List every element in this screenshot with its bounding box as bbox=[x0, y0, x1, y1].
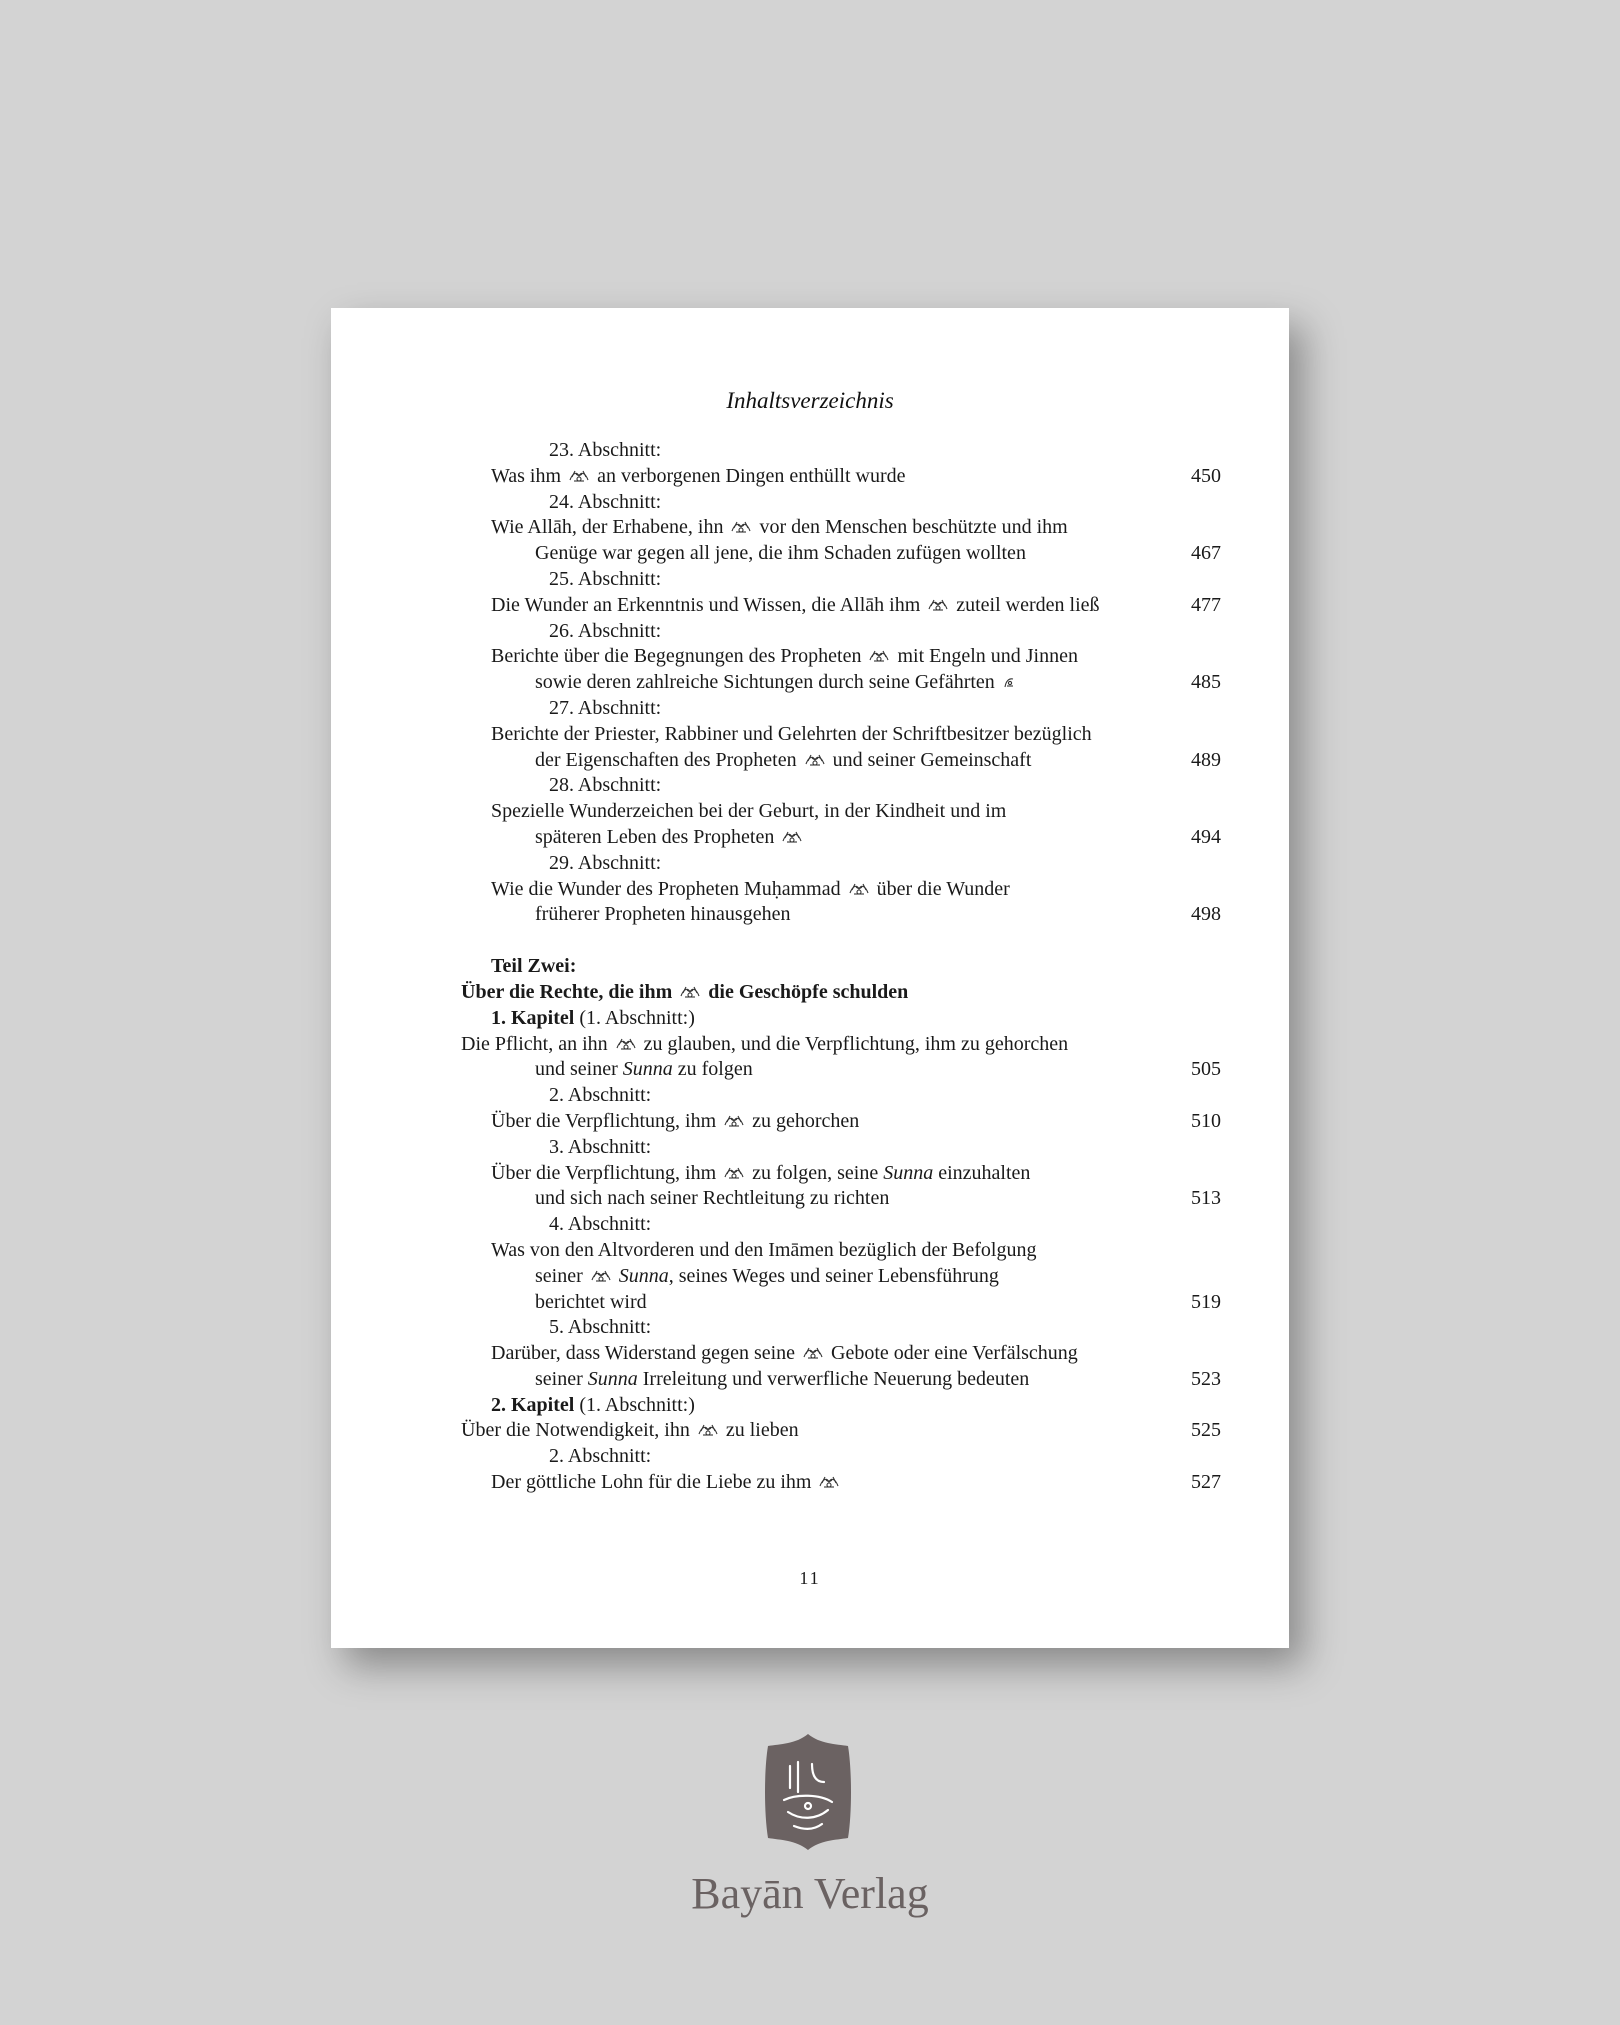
toc-part-label: Teil Zwei: bbox=[491, 955, 577, 978]
toc-text: zu glauben, und die Verpflichtung, ihm zu gehorchen bbox=[638, 1032, 1069, 1055]
toc-text: Die Pflicht, an ihn bbox=[461, 1032, 613, 1055]
toc-chapter-label bbox=[461, 1006, 1221, 1032]
toc-text: zuteil werden ließ bbox=[951, 593, 1100, 616]
toc-page-number: 489 bbox=[1191, 748, 1221, 771]
toc-page-number: 498 bbox=[1191, 903, 1221, 926]
salla-ligature-icon bbox=[927, 594, 949, 609]
toc-spacer bbox=[461, 928, 1221, 954]
toc-entry bbox=[461, 902, 1221, 928]
chapter-section: (1. Abschnitt:) bbox=[574, 1393, 695, 1416]
toc-text: Über die Verpflichtung, ihm bbox=[491, 1161, 722, 1184]
salla-ligature-icon bbox=[679, 981, 701, 996]
toc-text: Sunna bbox=[622, 1058, 673, 1081]
toc-text: Genüge war gegen all jene, die ihm Schaden zufügen wollten bbox=[535, 542, 1026, 565]
toc-text: und seiner bbox=[535, 1058, 623, 1081]
toc-page-number: 510 bbox=[1191, 1109, 1221, 1132]
toc-entry bbox=[461, 670, 1221, 696]
toc-entry bbox=[461, 1057, 1221, 1083]
toc-page-number: 477 bbox=[1191, 593, 1221, 616]
toc-entry bbox=[461, 464, 1221, 490]
toc-text: mit Engeln und Jinnen bbox=[892, 645, 1078, 668]
toc-entry bbox=[461, 1470, 1221, 1496]
salla-ligature-icon bbox=[848, 878, 870, 893]
toc-text: Irreleitung und verwerfliche Neuerung bedeuten bbox=[637, 1367, 1030, 1390]
toc-entry bbox=[461, 1290, 1221, 1316]
toc-entry bbox=[461, 1238, 1221, 1264]
toc-entry bbox=[461, 1186, 1221, 1212]
toc-entry bbox=[461, 1032, 1221, 1058]
toc-section-label: 27. Abschnitt: bbox=[549, 696, 662, 719]
toc-text: zu folgen, seine bbox=[747, 1161, 884, 1184]
toc-section-label: 25. Abschnitt: bbox=[549, 567, 662, 590]
salla-ligature-icon bbox=[568, 465, 590, 480]
chapter-section: (1. Abschnitt:) bbox=[574, 1006, 695, 1029]
toc-section-label: 2. Abschnitt: bbox=[549, 1084, 652, 1107]
toc-entry bbox=[461, 1109, 1221, 1135]
toc-text: vor den Menschen beschützte und ihm bbox=[754, 516, 1068, 539]
toc-chapter-label bbox=[461, 1393, 1221, 1419]
publisher-logo bbox=[760, 1730, 856, 1854]
radiyallahu-ligature-icon bbox=[1002, 671, 1016, 685]
toc-entry bbox=[461, 722, 1221, 748]
toc-text: an verborgenen Dingen enthüllt wurde bbox=[592, 464, 906, 487]
toc-page-number: 467 bbox=[1191, 542, 1221, 565]
toc-entry bbox=[461, 1418, 1221, 1444]
toc-page-number: 494 bbox=[1191, 825, 1221, 848]
salla-ligature-icon bbox=[730, 516, 752, 531]
toc-text: , seines Weges und seiner Lebensführung bbox=[668, 1264, 999, 1287]
toc-section-label: 24. Abschnitt: bbox=[549, 490, 662, 513]
toc-page-number: 450 bbox=[1191, 464, 1221, 487]
chapter-number: 1. Kapitel bbox=[491, 1006, 575, 1029]
toc-text: der Eigenschaften des Propheten bbox=[535, 748, 802, 771]
toc-entry bbox=[461, 1367, 1221, 1393]
page-title: Inhaltsverzeichnis bbox=[726, 388, 894, 413]
toc-section-label: 4. Abschnitt: bbox=[549, 1213, 652, 1236]
toc-entry bbox=[461, 748, 1221, 774]
toc-page-number: 527 bbox=[1191, 1471, 1221, 1494]
toc-text: Über die Notwendigkeit, ihn bbox=[461, 1419, 695, 1442]
salla-ligature-icon bbox=[723, 1162, 745, 1177]
table-of-contents bbox=[461, 438, 1221, 1496]
toc-section-label: 28. Abschnitt: bbox=[549, 774, 662, 797]
toc-text: Sunna bbox=[587, 1367, 638, 1390]
toc-section-label: 29. Abschnitt: bbox=[549, 851, 662, 874]
toc-page-number: 505 bbox=[1191, 1058, 1221, 1081]
toc-text: Spezielle Wunderzeichen bei der Geburt, in der Kindheit und im bbox=[491, 800, 1007, 823]
chapter-number: 2. Kapitel bbox=[491, 1393, 575, 1416]
toc-text: sowie deren zahlreiche Sichtungen durch seine Gefährten bbox=[535, 671, 1000, 694]
toc-section-label: 3. Abschnitt: bbox=[549, 1135, 652, 1158]
toc-entry bbox=[461, 1341, 1221, 1367]
toc-entry bbox=[461, 825, 1221, 851]
publisher-name: Bayān Verlag bbox=[691, 1869, 929, 1918]
toc-text: berichtet wird bbox=[535, 1290, 647, 1313]
toc-text: Berichte über die Begegnungen des Propheten bbox=[491, 645, 867, 668]
toc-text: Berichte der Priester, Rabbiner und Gelehrten der Schriftbesitzer bezüglich bbox=[491, 722, 1092, 745]
toc-text: und seiner Gemeinschaft bbox=[827, 748, 1032, 771]
toc-text: und sich nach seiner Rechtleitung zu richten bbox=[535, 1187, 890, 1210]
page-number: 11 bbox=[799, 1568, 821, 1588]
toc-text: Der göttliche Lohn für die Liebe zu ihm bbox=[491, 1471, 817, 1494]
toc-text: späteren Leben des Propheten bbox=[535, 825, 780, 848]
toc-section-label: 2. Abschnitt: bbox=[549, 1445, 652, 1468]
toc-text: Sunna bbox=[883, 1161, 934, 1184]
salla-ligature-icon bbox=[804, 749, 826, 764]
toc-text: Darüber, dass Widerstand gegen seine bbox=[491, 1342, 801, 1365]
toc-text: Sunna bbox=[618, 1264, 669, 1287]
toc-text: Die Wunder an Erkenntnis und Wissen, die Allāh ihm bbox=[491, 593, 926, 616]
salla-ligature-icon bbox=[802, 1342, 824, 1357]
toc-part-title bbox=[461, 980, 1221, 1006]
toc-text: seiner bbox=[535, 1264, 588, 1287]
book-page bbox=[331, 308, 1289, 1648]
toc-entry bbox=[461, 644, 1221, 670]
toc-entry bbox=[461, 1161, 1221, 1187]
toc-page-number: 513 bbox=[1191, 1187, 1221, 1210]
toc-entry bbox=[461, 541, 1221, 567]
toc-text: einzuhalten bbox=[933, 1161, 1031, 1184]
toc-text: über die Wunder bbox=[871, 877, 1010, 900]
toc-page-number: 523 bbox=[1191, 1367, 1221, 1390]
salla-ligature-icon bbox=[590, 1265, 612, 1280]
toc-text: zu folgen bbox=[672, 1058, 753, 1081]
toc-page-number: 525 bbox=[1191, 1419, 1221, 1442]
toc-entry bbox=[461, 1264, 1221, 1290]
toc-text: Gebote oder eine Verfälschung bbox=[826, 1342, 1078, 1365]
toc-section-label: 26. Abschnitt: bbox=[549, 619, 662, 642]
toc-text: Über die Rechte, die ihm bbox=[461, 980, 678, 1003]
toc-text: Wie Allāh, der Erhabene, ihn bbox=[491, 516, 729, 539]
salla-ligature-icon bbox=[723, 1110, 745, 1125]
toc-text: Wie die Wunder des Propheten Muḥammad bbox=[491, 877, 846, 900]
toc-entry bbox=[461, 877, 1221, 903]
toc-text: seiner bbox=[535, 1367, 588, 1390]
toc-text: die Geschöpfe schulden bbox=[703, 980, 909, 1003]
salla-ligature-icon bbox=[697, 1419, 719, 1434]
toc-page-number: 485 bbox=[1191, 671, 1221, 694]
toc-text: zu gehorchen bbox=[747, 1109, 860, 1132]
toc-text: zu lieben bbox=[720, 1419, 799, 1442]
salla-ligature-icon bbox=[868, 645, 890, 660]
toc-text: früherer Propheten hinausgehen bbox=[535, 903, 791, 926]
toc-text: Was von den Altvorderen und den Imāmen bezüglich der Befolgung bbox=[491, 1238, 1037, 1261]
salla-ligature-icon bbox=[781, 826, 803, 841]
toc-entry bbox=[461, 515, 1221, 541]
toc-entry bbox=[461, 593, 1221, 619]
toc-page-number: 519 bbox=[1191, 1290, 1221, 1313]
salla-ligature-icon bbox=[818, 1471, 840, 1486]
salla-ligature-icon bbox=[615, 1033, 637, 1048]
toc-text: Über die Verpflichtung, ihm bbox=[491, 1109, 722, 1132]
toc-section-label: 5. Abschnitt: bbox=[549, 1316, 652, 1339]
toc-entry bbox=[461, 799, 1221, 825]
toc-section-label: 23. Abschnitt: bbox=[549, 439, 662, 461]
toc-text: Was ihm bbox=[491, 464, 567, 487]
